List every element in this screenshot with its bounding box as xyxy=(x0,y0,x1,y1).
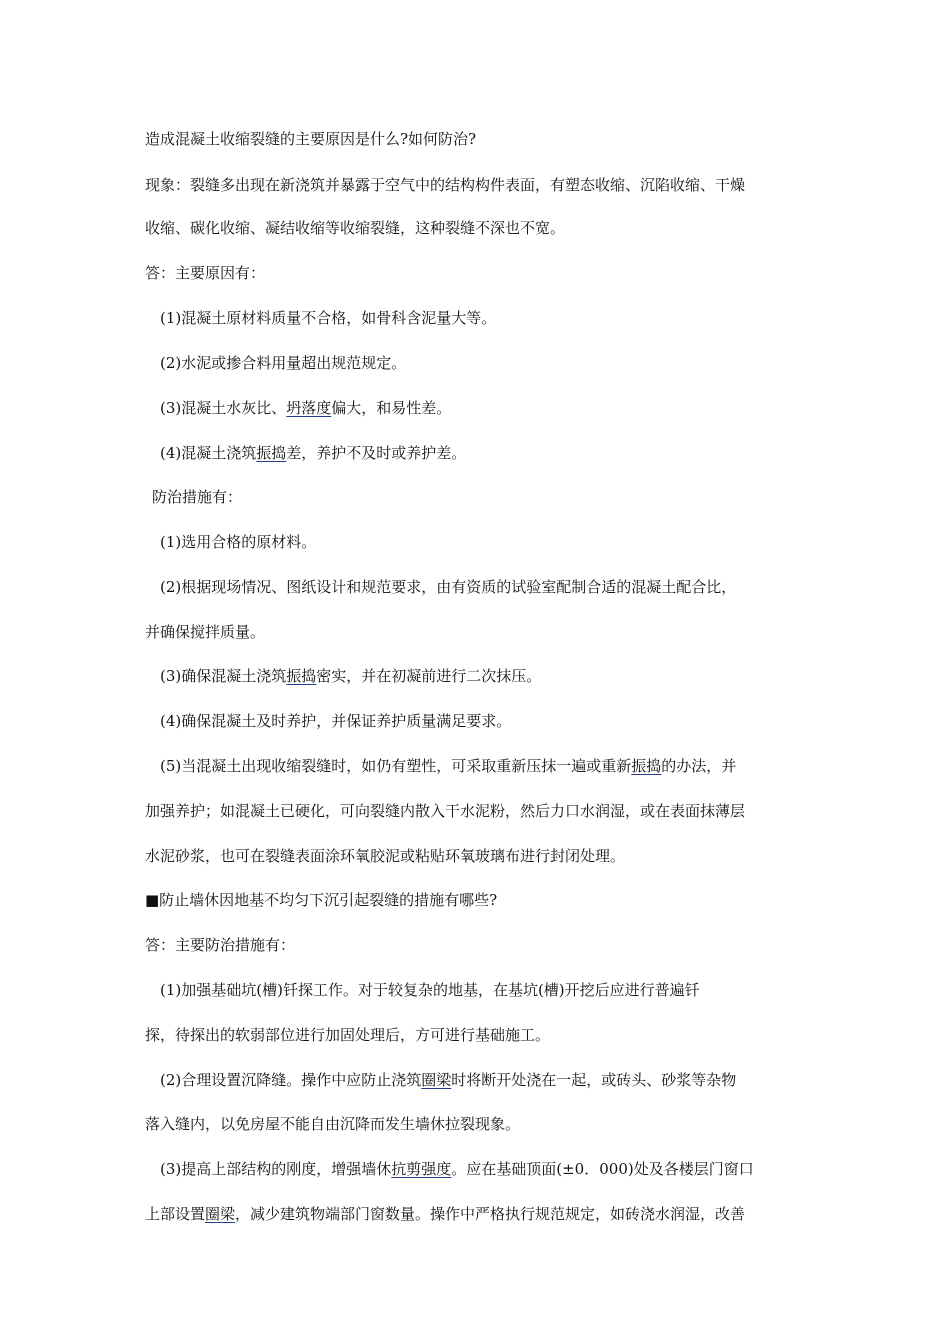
text-line xyxy=(160,711,511,731)
term-link[interactable]: 坍落度 xyxy=(286,399,332,417)
text-segment: 并确保搅拌质量。 xyxy=(145,623,266,641)
text-segment: (1)混凝土原材料质量不合格，如骨科含泥量大等。 xyxy=(160,309,497,327)
text-segment: (2)水泥或掺合料用量超出规范规定。 xyxy=(160,354,407,372)
text-segment: (5)当混凝土出现收缩裂缝时，如仍有塑性，可采取重新压抹一遍或重新 xyxy=(160,757,632,775)
text-segment: ■防止墙休因地基不均匀下沉引起裂缝的措施有哪些? xyxy=(145,891,498,909)
text-segment: 答：主要防治措施有： xyxy=(145,936,296,954)
text-line xyxy=(160,577,736,597)
text-line xyxy=(160,1159,754,1179)
text-segment: (3)提高上部结构的刚度，增强墙休 xyxy=(160,1160,392,1178)
text-segment: 的办法，并 xyxy=(661,757,737,775)
text-line xyxy=(160,443,466,463)
text-segment: 探，待探出的软弱部位进行加固处理后，方可进行基础施工。 xyxy=(145,1026,551,1044)
text-segment: 现象：裂缝多出现在新浇筑并暴露于空气中的结构构件表面，有塑态收缩、沉陷收缩、干燥 xyxy=(145,176,746,194)
text-line xyxy=(145,935,295,955)
text-line xyxy=(145,846,625,866)
text-segment: (2)根据现场情况、图纸设计和规范要求，由有资质的试验室配制合适的混凝土配合比， xyxy=(160,578,737,596)
text-segment: 水泥砂浆，也可在裂缝表面涂环氧胶泥或粘贴环氧玻璃布进行封闭处理。 xyxy=(145,847,626,865)
text-segment: (1)选用合格的原材料。 xyxy=(160,533,317,551)
term-link[interactable]: 振捣 xyxy=(286,667,317,685)
text-line xyxy=(145,890,497,910)
text-segment: (3)混凝土水灰比、 xyxy=(160,399,287,417)
text-line xyxy=(145,218,565,238)
text-line xyxy=(160,398,451,418)
term-link[interactable]: 圈梁 xyxy=(205,1205,236,1223)
text-line xyxy=(145,129,476,149)
text-segment: 。应在基础顶面(±0．000)处及各楼层门窗口 xyxy=(451,1160,754,1178)
text-line xyxy=(160,308,496,328)
text-line xyxy=(145,1204,745,1224)
text-segment: 落入缝内，以免房屋不能自由沉降而发生墙休拉裂现象。 xyxy=(145,1115,521,1133)
text-segment: 差，养护不及时或养护差。 xyxy=(286,444,467,462)
text-line xyxy=(145,263,265,283)
text-line xyxy=(160,353,406,373)
term-link[interactable]: 振捣 xyxy=(631,757,662,775)
text-segment: (4)混凝土浇筑 xyxy=(160,444,257,462)
term-link[interactable]: 圈梁 xyxy=(421,1071,452,1089)
text-segment: 答：主要原因有： xyxy=(145,264,266,282)
text-segment: 上部设置 xyxy=(145,1205,206,1223)
text-line xyxy=(145,801,745,821)
text-segment: 造成混凝土收缩裂缝的主要原因是什么?如何防治? xyxy=(145,130,477,148)
text-segment: (1)加强基础坑(槽)钎探工作。对于较复杂的地基，在基坑(槽)开挖后应进行普遍钎 xyxy=(160,981,700,999)
text-segment: 时将断开处浇在一起，或砖头、砂浆等杂物 xyxy=(451,1071,737,1089)
text-segment: 偏大，和易性差。 xyxy=(331,399,452,417)
text-segment: 密实，并在初凝前进行二次抹压。 xyxy=(316,667,542,685)
text-segment: ，减少建筑物端部门窗数量。操作中严格执行规范规定，如砖浇水润湿，改善 xyxy=(235,1205,746,1223)
text-segment: (3)确保混凝土浇筑 xyxy=(160,667,287,685)
text-line xyxy=(160,756,736,776)
text-line xyxy=(145,175,745,195)
text-line xyxy=(145,622,265,642)
text-segment: (2)合理设置沉降缝。操作中应防止浇筑 xyxy=(160,1071,422,1089)
text-line xyxy=(160,532,316,552)
term-link[interactable]: 振捣 xyxy=(256,444,287,462)
term-link[interactable]: 抗剪强度 xyxy=(391,1160,452,1178)
text-segment: 加强养护；如混凝土已硬化，可向裂缝内散入干水泥粉，然后力口水润湿，或在表面抹薄层 xyxy=(145,802,746,820)
text-line xyxy=(160,1070,736,1090)
text-line xyxy=(145,1114,520,1134)
text-segment: (4)确保混凝土及时养护，并保证养护质量满足要求。 xyxy=(160,712,512,730)
text-segment: 防治措施有： xyxy=(152,488,243,506)
text-line xyxy=(160,666,541,686)
text-line xyxy=(160,980,700,1000)
text-segment: 收缩、碳化收缩、凝结收缩等收缩裂缝，这种裂缝不深也不宽。 xyxy=(145,219,566,237)
text-line xyxy=(152,487,242,507)
text-line xyxy=(145,1025,550,1045)
